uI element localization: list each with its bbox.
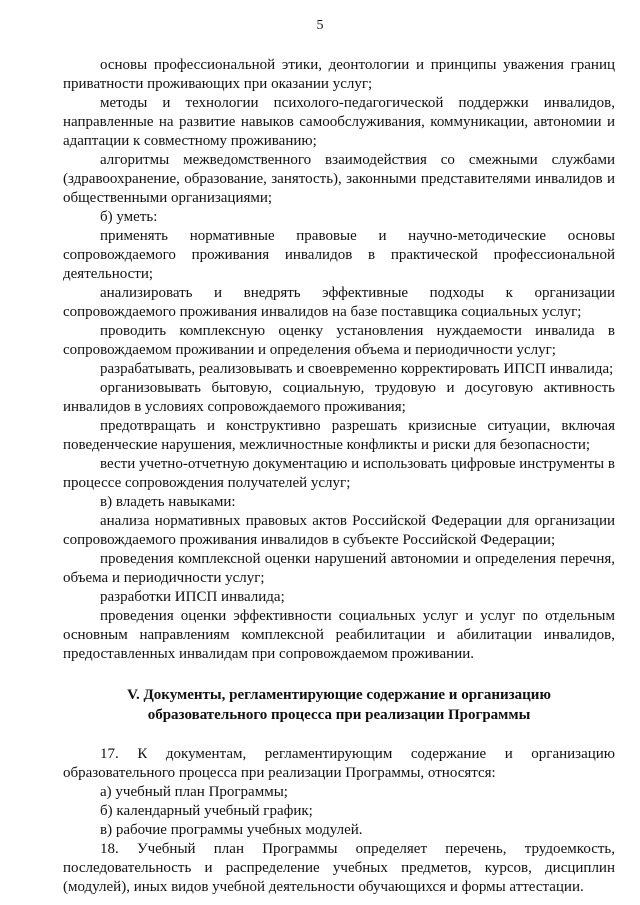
paragraph: анализировать и внедрять эффективные подходы к организации сопровождаемого проживания инвалидов на базе поставщика социальных услуг; [63, 285, 615, 320]
paragraph: проводить комплексную оценку установления нуждаемости инвалида в сопровождаемом проживании и определения объема и периодичности услуг; [63, 323, 615, 358]
section-heading-line-1: V. Документы, регламентирующие содержание и организацию [127, 687, 551, 703]
competencies-section [63, 56, 615, 664]
paragraph: 18. Учебный план Программы определяет перечень, трудоемкость, последовательность и распределение учебных предметов, курсов, дисциплин (модулей), иных видов учебной деятельности обучающихся и формы аттестации. [63, 841, 615, 895]
paragraph: в) владеть навыками: [100, 494, 236, 510]
paragraph: проведения оценки эффективности социальных услуг и услуг по отдельным основным направлениям комплексной реабилитации и абилитации инвалидов, предоставленных инвалидам при сопровождаемом проживании. [63, 608, 615, 662]
paragraph: проведения комплексной оценки нарушений автономии и определения перечня, объема и периодичности услуг; [63, 551, 615, 586]
paragraph: разработки ИПСП инвалида; [100, 589, 285, 605]
paragraph: б) уметь: [100, 209, 158, 225]
document-body [63, 56, 615, 897]
page-number: 5 [316, 18, 324, 33]
documents-section [63, 745, 615, 897]
paragraph: 17. К документам, регламентирующим содержание и организацию образовательного процесса при реализации Программы, относятся: [63, 746, 615, 781]
section-heading [63, 685, 615, 725]
paragraph: организовывать бытовую, социальную, трудовую и досуговую активность инвалидов в условиях сопровождаемого проживания; [63, 380, 615, 415]
paragraph: предотвращать и конструктивно разрешать кризисные ситуации, включая поведенческие нарушения, межличностные конфликты и риски для безопасности; [63, 418, 615, 453]
paragraph: а) учебный план Программы; [100, 784, 288, 800]
paragraph: основы профессиональной этики, деонтологии и принципы уважения границ приватности проживающих при оказании услуг; [63, 57, 615, 92]
paragraph: алгоритмы межведомственного взаимодействия со смежными службами (здравоохранение, образование, занятость), законными представителями инвалидов и общественными организациями; [63, 152, 615, 206]
paragraph: вести учетно-отчетную документацию и использовать цифровые инструменты в процессе сопровождения получателей услуг; [63, 456, 615, 491]
paragraph: в) рабочие программы учебных модулей. [100, 822, 363, 838]
paragraph: б) календарный учебный график; [100, 803, 313, 819]
paragraph: разрабатывать, реализовывать и своевременно корректировать ИПСП инвалида; [100, 361, 614, 377]
paragraph: анализа нормативных правовых актов Российской Федерации для организации сопровождаемого проживания инвалидов в субъекте Российской Федерации; [63, 513, 615, 548]
paragraph: методы и технологии психолого-педагогической поддержки инвалидов, направленные на развитие навыков самообслуживания, коммуникации, автономии и адаптации к совместному проживанию; [63, 95, 615, 149]
paragraph: применять нормативные правовые и научно-методические основы сопровождаемого проживания инвалидов в практической профессиональной деятельности; [63, 228, 615, 282]
section-heading-line-2: образовательного процесса при реализации Программы [147, 707, 531, 723]
